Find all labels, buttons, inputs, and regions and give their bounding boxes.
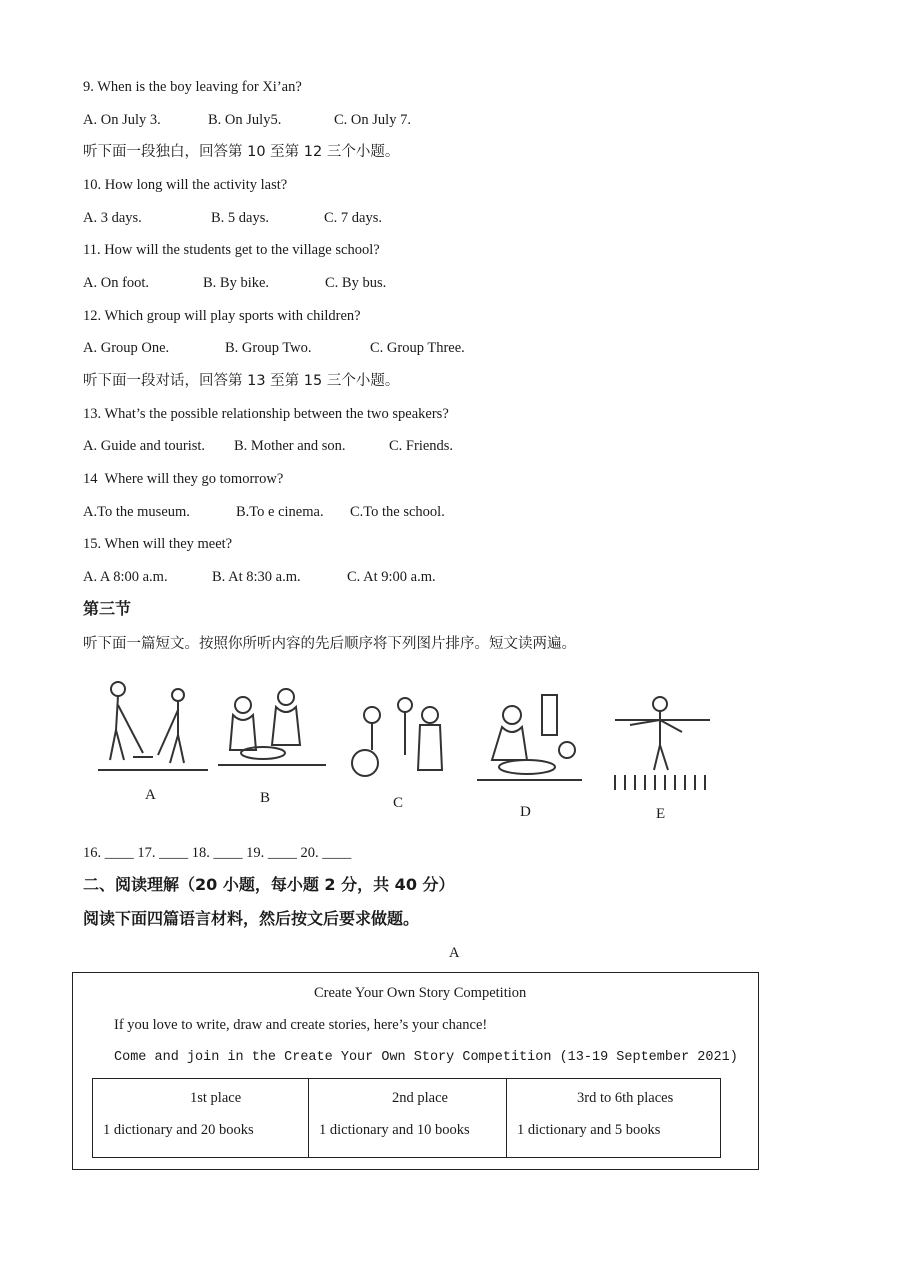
notice-title: Create Your Own Story Competition bbox=[314, 985, 527, 1001]
q12-option-b: B. Group Two. bbox=[225, 340, 312, 356]
q12-option-c: C. Group Three. bbox=[370, 340, 465, 356]
picture-a-label: A bbox=[145, 787, 156, 803]
q10-option-c: C. 7 days. bbox=[324, 210, 382, 226]
section3-instruction: 听下面一篇短文。按照你所听内容的先后顺序将下列图片排序。短文读两遍。 bbox=[83, 636, 576, 652]
q15-option-a: A. A 8:00 a.m. bbox=[83, 569, 168, 585]
notice-intro: If you love to write, draw and create stories, here’s your chance! bbox=[114, 1017, 488, 1033]
q15-option-c: C. At 9:00 a.m. bbox=[347, 569, 436, 585]
q9-option-a: A. On July 3. bbox=[83, 112, 161, 128]
q14-option-c: C.To the school. bbox=[350, 504, 445, 520]
prize-place-3: 3rd to 6th places bbox=[577, 1090, 674, 1106]
q13-stem: 13. What’s the possible relationship between the two speakers? bbox=[83, 406, 449, 422]
picture-b-cooking-illustration bbox=[218, 675, 328, 780]
q12-stem: 12. Which group will play sports with children? bbox=[83, 308, 361, 324]
reading-heading: 二、阅读理解（20 小题，每小题 2 分，共 40 分） bbox=[83, 875, 455, 894]
answer-blanks: 16. ____ 17. ____ 18. ____ 19. ____ 20. ____ bbox=[83, 845, 352, 861]
q11-stem: 11. How will the students get to the village school? bbox=[83, 242, 380, 258]
q13-option-a: A. Guide and tourist. bbox=[83, 438, 206, 454]
notice-dates: Come and join in the Create Your Own Story Competition (13-19 September 2021) bbox=[114, 1050, 738, 1065]
q9-option-c: C. On July 7. bbox=[334, 112, 411, 128]
prize-table bbox=[92, 1078, 721, 1158]
monologue-instruction: 听下面一段独白，回答第 10 至第 12 三个小题。 bbox=[83, 144, 400, 160]
q9-stem: 9. When is the boy leaving for Xi’an? bbox=[83, 79, 302, 95]
prize-value-3: 1 dictionary and 5 books bbox=[517, 1122, 661, 1138]
prize-value-1: 1 dictionary and 20 books bbox=[103, 1122, 254, 1138]
q11-option-a: A. On foot. bbox=[83, 275, 150, 291]
q14-option-a: A.To the museum. bbox=[83, 504, 190, 520]
prize-cell-3 bbox=[507, 1079, 720, 1157]
prize-cell-2 bbox=[309, 1079, 507, 1157]
q13-option-b: B. Mother and son. bbox=[234, 438, 346, 454]
picture-e-label: E bbox=[656, 806, 666, 822]
q15-option-b: B. At 8:30 a.m. bbox=[212, 569, 301, 585]
dialogue-instruction: 听下面一段对话，回答第 13 至第 15 三个小题。 bbox=[83, 373, 400, 389]
picture-c-wheelchair-illustration bbox=[350, 675, 450, 785]
reading-instruction: 阅读下面四篇语言材料，然后按文后要求做题。 bbox=[83, 909, 420, 928]
picture-d-washing-illustration bbox=[472, 685, 587, 790]
passage-label: A bbox=[449, 945, 460, 961]
q14-option-b: B.To e cinema. bbox=[236, 504, 324, 520]
q11-option-c: C. By bus. bbox=[325, 275, 387, 291]
prize-value-2: 1 dictionary and 10 books bbox=[319, 1122, 470, 1138]
picture-e-field-illustration bbox=[610, 690, 715, 800]
picture-a-sweeping-illustration bbox=[88, 675, 213, 780]
q9-option-b: B. On July5. bbox=[208, 112, 282, 128]
picture-b-label: B bbox=[260, 790, 271, 806]
prize-cell-1 bbox=[93, 1079, 309, 1157]
q14-stem: 14 Where will they go tomorrow? bbox=[83, 471, 284, 487]
q10-option-a: A. 3 days. bbox=[83, 210, 142, 226]
section3-title: 第三节 bbox=[83, 599, 132, 618]
q10-option-b: B. 5 days. bbox=[211, 210, 269, 226]
picture-c-label: C bbox=[393, 795, 404, 811]
q13-option-c: C. Friends. bbox=[389, 438, 454, 454]
q15-stem: 15. When will they meet? bbox=[83, 536, 233, 552]
prize-place-2: 2nd place bbox=[392, 1090, 448, 1106]
prize-place-1: 1st place bbox=[190, 1090, 242, 1106]
q11-option-b: B. By bike. bbox=[203, 275, 270, 291]
q12-option-a: A. Group One. bbox=[83, 340, 170, 356]
q10-stem: 10. How long will the activity last? bbox=[83, 177, 288, 193]
picture-d-label: D bbox=[520, 804, 531, 820]
